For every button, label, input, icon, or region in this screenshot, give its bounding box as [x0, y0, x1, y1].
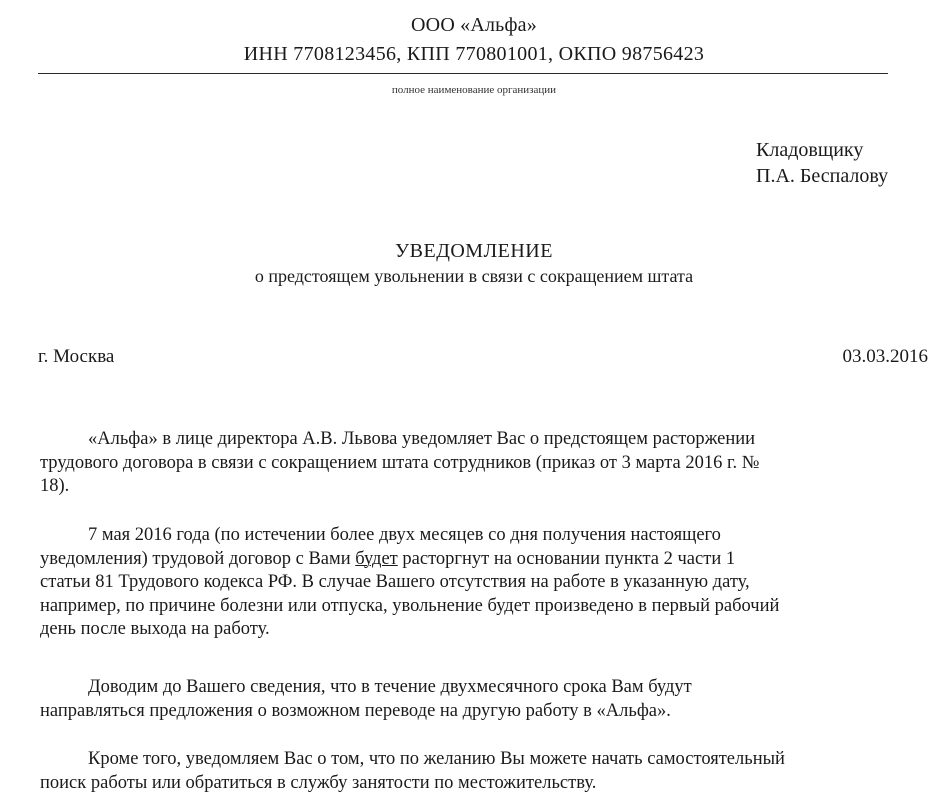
text-fragment: расторгнут на основании пункта 2 части 1 — [397, 548, 736, 569]
organization-codes: ИНН 7708123456, КПП 770801001, ОКПО 98756423 — [243, 43, 705, 65]
paragraph-line: 7 мая 2016 года (по истечении более двух месяцев со дня получения настоящего — [88, 525, 721, 545]
paragraph-3 — [40, 676, 932, 723]
paragraph-1 — [40, 428, 932, 499]
addressee-position: Кладовщику — [756, 139, 864, 161]
text-fragment: уведомления) трудовой договор с Вами — [40, 548, 356, 569]
paragraph-line: «Альфа» в лице директора А.В. Львова уведомляет Вас о предстоящем расторжении — [88, 429, 756, 449]
document-subtitle: о предстоящем увольнении в связи с сокращением штата — [254, 266, 694, 286]
document-title: УВЕДОМЛЕНИЕ — [395, 240, 553, 262]
paragraph-2 — [40, 524, 932, 642]
document-city: г. Москва — [38, 346, 115, 367]
paragraph-line: например, по причине болезни или отпуска, увольнение будет произведено в первый рабочий — [40, 595, 780, 616]
paragraph-line: поиск работы или обратиться в службу занятости по местожительству. — [40, 772, 597, 793]
addressee-block — [756, 137, 888, 189]
paragraph-line: Доводим до Вашего сведения, что в течение двухмесячного срока Вам будут — [88, 677, 692, 697]
organization-name: ООО «Альфа» — [411, 14, 537, 36]
paragraph-line: Кроме того, уведомляем Вас о том, что по желанию Вы можете начать самостоятельный — [88, 749, 785, 769]
paragraph-line: трудового договора в связи с сокращением штата сотрудников (приказ от 3 марта 2016 г. № — [40, 452, 760, 473]
paragraph-line — [40, 548, 932, 572]
paragraph-line: 18). — [40, 476, 70, 496]
organization-underline — [38, 73, 888, 74]
paragraph-line: статьи 81 Трудового кодекса РФ. В случае Вашего отсутствия на работе в указанную дату, — [40, 572, 750, 592]
paragraph-line: день после выхода на работу. — [40, 619, 270, 639]
organization-caption: полное наименование организации — [391, 84, 557, 96]
underlined-word: будет — [355, 548, 398, 569]
paragraph-line: направляться предложения о возможном переводе на другую работу в «Альфа». — [40, 700, 671, 721]
addressee-name: П.А. Беспалову — [756, 165, 889, 187]
paragraph-4 — [40, 748, 932, 795]
document-date: 03.03.2016 — [842, 346, 928, 367]
